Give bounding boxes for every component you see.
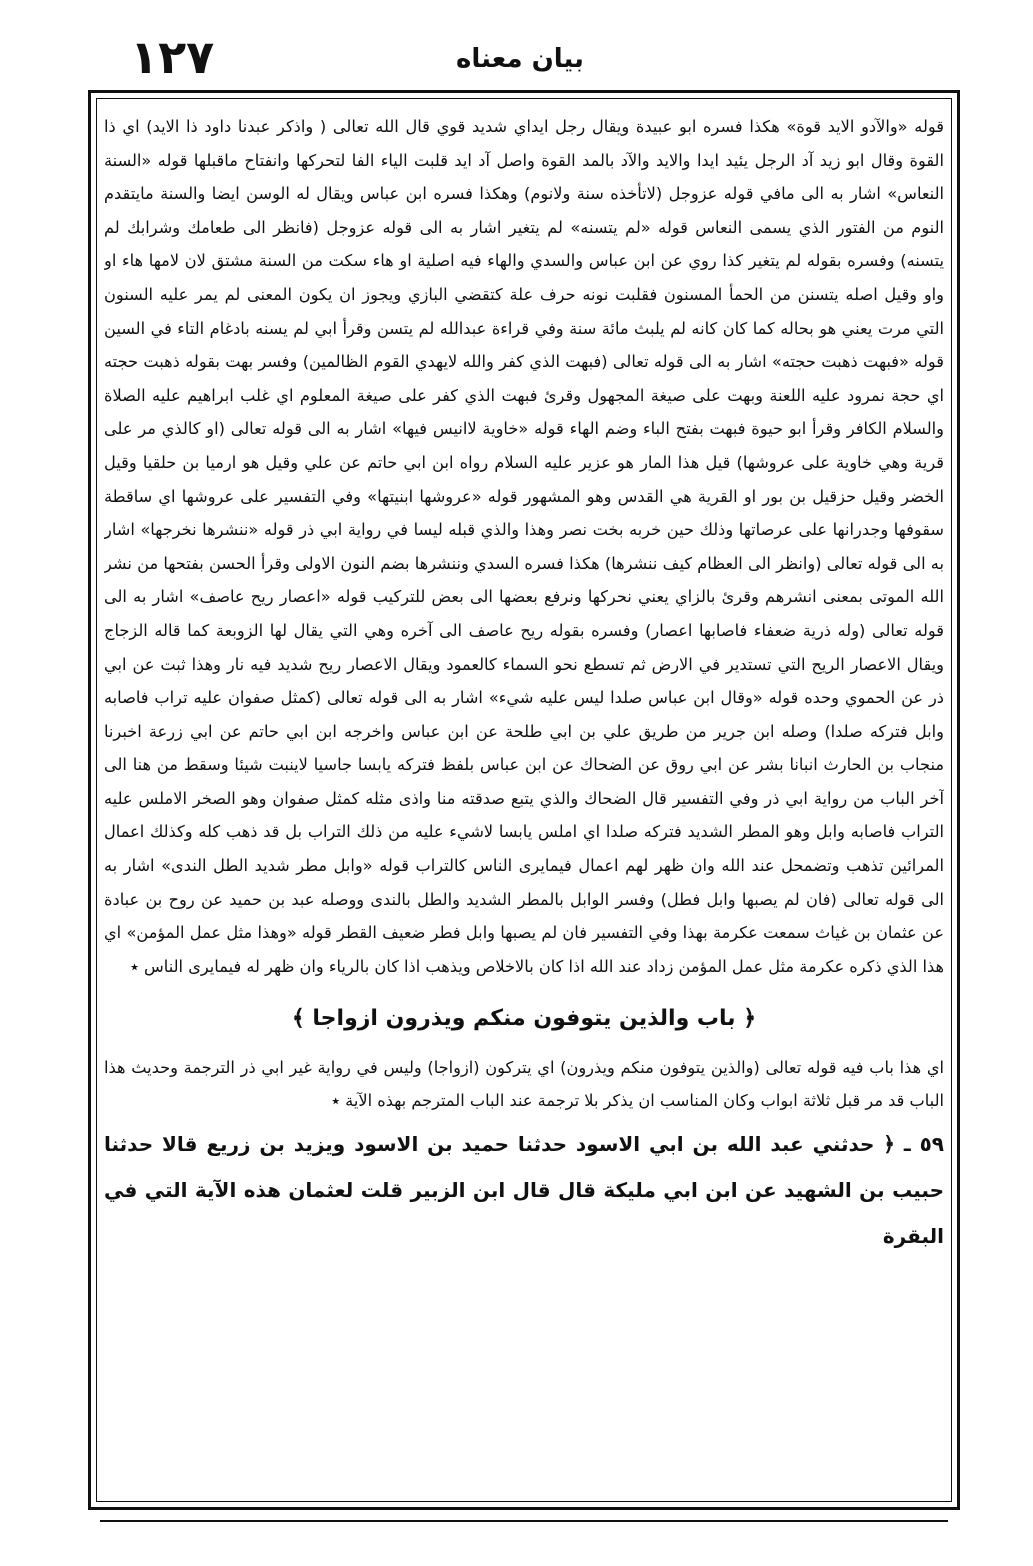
chapter-heading: ﴿ باب والذين يتوفون منكم ويذرون ازواجا ﴾ (291, 1006, 757, 1032)
page-content (104, 110, 944, 1505)
running-title: بيان معناه (456, 44, 584, 74)
bottom-rule (100, 1520, 948, 1522)
commentary-text: قوله «والآدو الايد قوة» هكذا فسره ابو عبيدة ويقال رجل ايداي شديد قوي قال الله تعالى ( واذكر عبدنا داود ذا الايد) اي ذا القوة وقال ابو زيد آد الرجل يئيد ايدا والايد والآد بالمد القوة واصل آد ايد قلبت الياء الفا لتحركها وانفتاح ماقبلها قوله «السنة النعاس» اشار به الى مافي قوله عزوجل (لاتأخذه سنة ولانوم) وهكذا فسره ابن عباس ويقال له الوسن ايضا والسنة مايتقدم النوم من الفتور الذي يسمى النعاس قوله «لم يتسنه» لم يتغير اشار به الى قوله عزوجل (فانظر الى طعامك وشرابك لم يتسنه) وفسره بقوله لم يتغير كذا روي عن ابن عباس والسدي والهاء فيه اصلية او هاء سكت من السنة مشتق لان لامها هاء او واو وقيل اصله يتسنن من الحمأ المسنون فقلبت نونه حرف علة كتقضي البازي ويجوز ان يكون المعنى لم يمر عليه السنون التي مرت يعني هو بحاله كما كان كانه لم يلبث مائة سنة وفي قراءة عبدالله لم يتسن وقرأ ابي لم يسنه بادغام التاء في السين قوله «فبهت ذهبت حجته» اشار به الى قوله تعالى (فبهت الذي كفر والله لايهدي القوم الظالمين) وفسر بهت بقوله ذهبت حجته اي حجة نمرود عليه اللعنة وبهت على صيغة المجهول وقرئ فبهت الذي كفر على صيغة المعلوم اي غلب ابراهيم عليه الصلاة والسلام الكافر وقرأ ابو حيوة فبهت بفتح الباء وضم الهاء قوله «خاوية لاانيس فيها» اشار به الى قوله تعالى (او كالذي مر على قرية وهي خاوية على عروشها) قيل هذا المار هو عزير عليه السلام رواه ابن ابي حاتم عن علي وقيل هو ارميا بن حلقيا وقيل الخضر وقيل حزقيل بن بور او القرية هي القدس وهو المشهور قوله «عروشها ابنيتها» وفي التفسير على عروشها اي ساقطة سقوفها وجدرانها على عرصاتها وذلك حين خربه بخت نصر وهذا والذي قبله ليسا في رواية ابي ذر قوله «ننشرها نخرجها» اشار به الى قوله تعالى (وانظر الى العظام كيف ننشرها) هكذا فسره السدي وننشرها بضم النون الاولى وقرأ الحسن بفتحها من نشر الله الموتى بمعنى انشرهم وقرئ بالزاي يعني نحركها ونرفع بعضها الى بعض للتركيب قوله «اعصار ريح عاصف» اشار به الى قوله تعالى (وله ذرية ضعفاء فاصابها اعصار) وفسره بقوله ريح عاصف الى آخره وهي التي يقال لها الزوبعة كما قاله الزجاج ويقال الاعصار الريح التي تستدير في الارض ثم تسطع نحو السماء كالعمود ويقال الاعصار ريح شديد فيه نار وهذا ثبت عن ابي ذر عن الحموي وحده قوله «وقال ابن عباس صلدا ليس عليه شيء» اشار به الى قوله تعالى (كمثل صفوان عليه تراب فاصابه وابل فتركه صلدا) وصله ابن جرير من طريق علي بن ابي طلحة عن ابن عباس واخرجه ابن ابي حاتم عن ابي زرعة اخبرنا منجاب بن الحارث انبانا بشر عن ابي روق عن الضحاك عن ابن عباس بلفظ فتركه يابسا جاسيا لاينبت شيئا وسقط من هنا الى آخر الباب من رواية ابي ذر وفي التفسير قال الضحاك والذي يتبع صدقته منا واذى مثله كمثل صفوان وهو الصخر الاملس عليه التراب فاصابه وابل وهو المطر الشديد فتركه صلدا اي املس يابسا لاشيء عليه من ذلك التراب بل قد ذهب كله وكذلك اعمال المرائين تذهب وتضمحل عند الله وان ظهر لهم اعمال فيمايرى الناس كالتراب قوله «وابل مطر شديد الطل الندى» اشار به الى قوله تعالى (فان لم يصبها وابل فطل) وفسر الوابل بالمطر الشديد والطل بالندى ووصله عبد بن حميد عن روح بن عبادة عن عثمان بن غياث سمعت عكرمة بهذا وفي التفسير فان لم يصبها وابل فطر ضعيف القطر قوله «وهذا مثل عمل المؤمن» اي هذا الذي ذكره عكرمة مثل عمل المؤمن زداد عند الله اذا كان بالاخلاص ويذهب اذا كان بالرياء وان ظهر له فيمايرى الناس ٭ (104, 117, 944, 976)
page-number: ١٢٧ (130, 30, 215, 84)
chapter-note: اي هذا باب فيه قوله تعالى (والذين يتوفون منكم ويذرون) اي يتركون (ازواجا) وليس في رواية غير ابي ذر الترجمة وحديث هذا الباب قد مر قبل ثلاثة ابواب وكان المناسب ان يذكر بلا ترجمة عند الباب المترجم بهذه الآية ٭ (104, 1058, 944, 1111)
hadith-text: ٥٩ ـ ﴿ حدثني عبد الله بن ابي الاسود حدثنا حميد بن الاسود ويزيد بن زريع قالا حدثنا حبيب بن الشهيد عن ابن ابي مليكة قال قال ابن الزبير قلت لعثمان هذه الآية التي في البقرة (104, 1132, 944, 1249)
